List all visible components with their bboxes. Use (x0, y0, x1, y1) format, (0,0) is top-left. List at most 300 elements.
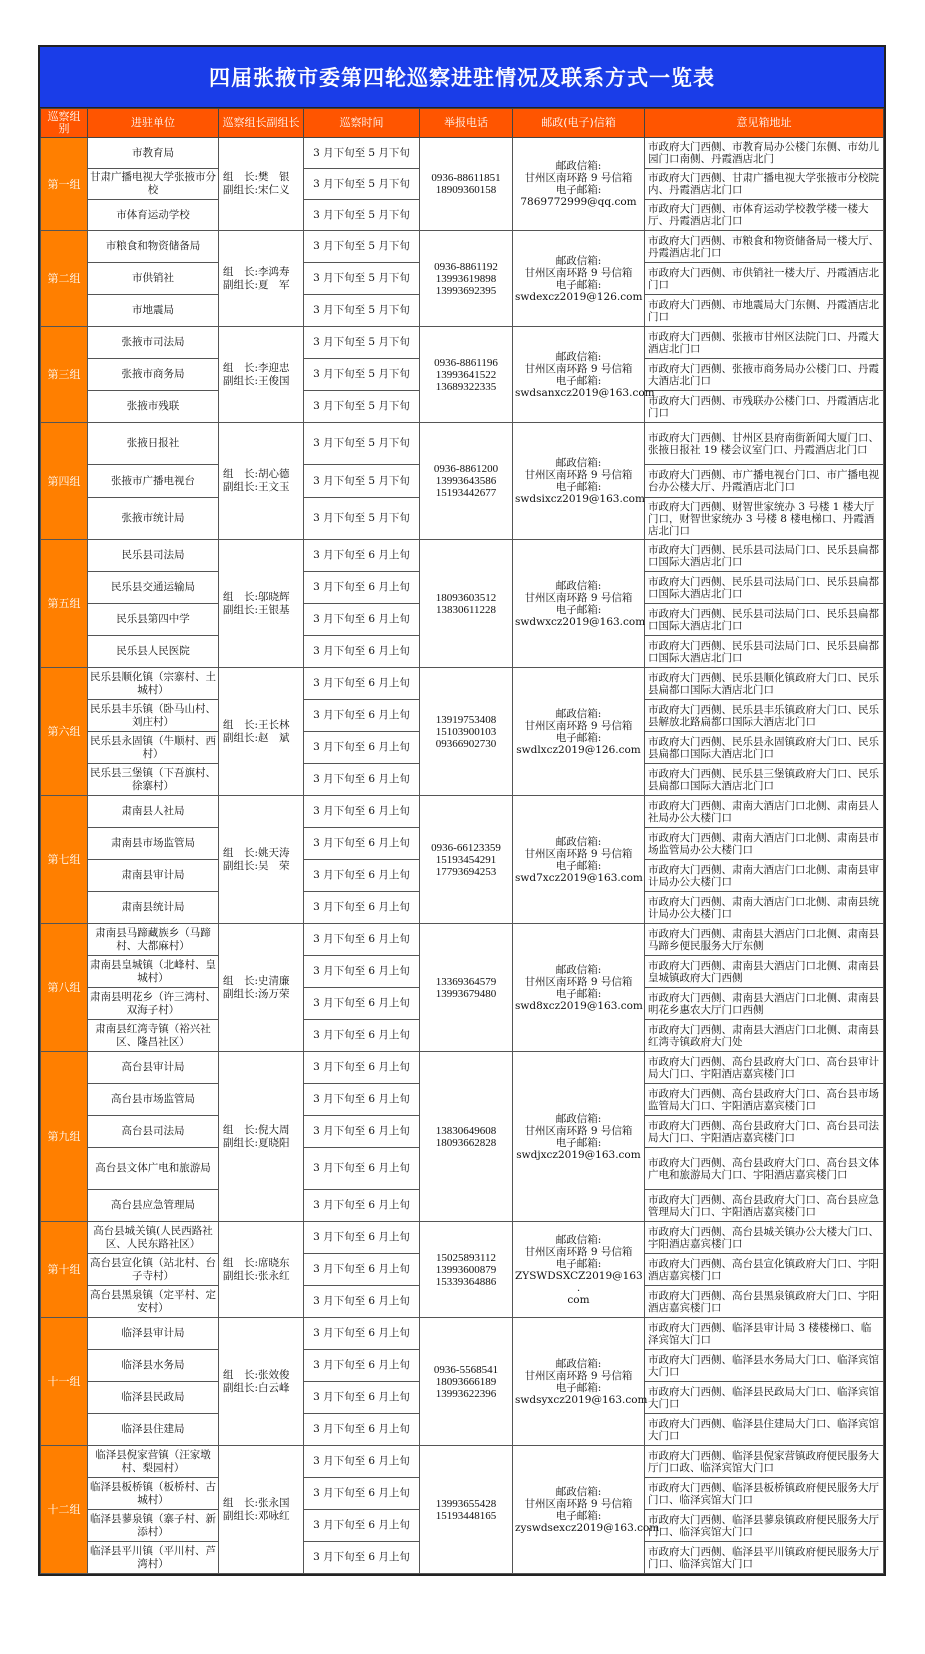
mailbox-info (513, 796, 645, 924)
group-name: 第九组 (41, 1052, 88, 1222)
page-title: 四届张掖市委第四轮巡察进驻情况及联系方式一览表 (40, 47, 884, 108)
inspection-period: 3 月下旬至 6 月上旬 (304, 1286, 420, 1318)
group-leaders (219, 1052, 304, 1222)
inspection-period: 3 月下旬至 6 月上旬 (304, 1190, 420, 1222)
suggestion-box-address: 市政府大门西侧、张掖市商务局办公楼门口、丹霞大酒店北门口 (645, 359, 884, 391)
inspection-period: 3 月下旬至 6 月上旬 (304, 828, 420, 860)
suggestion-box-address: 市政府大门西侧、市残联办公楼门口、丹霞酒店北门口 (645, 391, 884, 423)
group-name: 第十组 (41, 1222, 88, 1318)
suggestion-box-address: 市政府大门西侧、高台县政府大门口、高台县文体广电和旅游局大门口、宇阳酒店嘉宾楼门口 (645, 1148, 884, 1190)
group-leaders (219, 540, 304, 668)
leader-name: 组 长:姚天涛 (223, 846, 290, 859)
email-address[interactable]: zyswdsexcz2019@163.com (515, 1521, 660, 1534)
inspection-period: 3 月下旬至 5 月下旬 (304, 327, 420, 359)
unit-name: 临泽县蓼泉镇（寨子村、新添村） (88, 1510, 219, 1542)
header-phone: 举报电话 (420, 109, 513, 138)
phone-number[interactable]: 18909360158 (435, 184, 497, 196)
mailbox-info (513, 1446, 660, 1574)
header-leader: 巡察组长副组长 (219, 109, 304, 138)
unit-name: 民乐县人民医院 (88, 636, 219, 668)
mailbox-label: 邮政信箱: (555, 1485, 602, 1498)
mailbox-label: 甘州区南环路 9 号信箱 (524, 362, 633, 375)
deputy-leader-name: 副组长:夏晓阳 (223, 1136, 290, 1149)
unit-name: 市地震局 (88, 295, 219, 327)
deputy-leader-name: 副组长:赵 斌 (223, 731, 290, 744)
unit-name: 民乐县丰乐镇（卧马山村、刘庄村） (88, 700, 219, 732)
mailbox-label: 邮政信箱: (555, 835, 602, 848)
header-address: 意见箱地址 (645, 109, 884, 138)
unit-name: 肃南县皇城镇（北峰村、皇城村） (88, 956, 219, 988)
table-row (41, 924, 884, 956)
header-unit: 进驻单位 (88, 109, 219, 138)
inspection-period: 3 月下旬至 6 月上旬 (304, 860, 420, 892)
phone-number[interactable]: 15103900103 (435, 725, 497, 738)
phone-number[interactable]: 15193442677 (435, 487, 497, 499)
email-address[interactable]: swdsixcz2019@163.com (515, 493, 645, 505)
group-leaders (219, 668, 304, 796)
table-header-row (41, 109, 884, 138)
suggestion-box-address: 市政府大门西侧、临泽县蓼泉镇政府便民服务大厅门口、临泽宾馆大门口 (645, 1510, 884, 1542)
group-leaders (219, 1222, 304, 1318)
unit-name: 张掖市商务局 (88, 359, 219, 391)
suggestion-box-address: 市政府大门西侧、临泽县板桥镇政府便民服务大厅门口、临泽宾馆大门口 (645, 1478, 884, 1510)
unit-name: 市教育局 (88, 138, 219, 169)
leader-name: 组 长:胡心德 (223, 468, 290, 480)
mailbox-label: 甘州区南环路 9 号信箱 (524, 1497, 633, 1510)
mailbox-label: 电子邮箱: (555, 1509, 602, 1522)
email-address[interactable]: swd8xcz2019@163.com (515, 999, 643, 1012)
mailbox-label: 电子邮箱: (555, 1257, 602, 1270)
deputy-leader-name: 副组长:夏 军 (223, 278, 290, 291)
inspection-period: 3 月下旬至 6 月上旬 (304, 636, 420, 668)
phone-number[interactable]: 13993600879 (435, 1263, 497, 1276)
inspection-period: 3 月下旬至 6 月上旬 (304, 1020, 420, 1052)
suggestion-box-address: 市政府大门西侧、临泽县水务局大门口、临泽宾馆大门口 (645, 1350, 884, 1382)
phone-number[interactable]: 0936-88611851 (431, 172, 501, 184)
suggestion-box-address: 市政府大门西侧、市教育局办公楼门东侧、市幼儿园门口南侧、丹霞酒店北门 (645, 138, 884, 169)
email-address[interactable]: ZYSWDSXCZ2019@163 . (515, 1269, 643, 1294)
mailbox-label: 甘州区南环路 9 号信箱 (524, 719, 633, 732)
suggestion-box-address: 市政府大门西侧、肃南县大酒店门口北侧、肃南县马蹄乡便民服务大厅东侧 (645, 924, 884, 956)
table-row (41, 668, 884, 700)
report-phones (420, 924, 513, 1052)
mailbox-info (513, 231, 645, 327)
group-name: 第七组 (41, 796, 88, 924)
suggestion-box-address: 市政府大门西侧、高台县城关镇办公大楼大门口、宇阳酒店嘉宾楼门口 (645, 1222, 884, 1254)
mailbox-label: 邮政信箱: (555, 1233, 602, 1246)
unit-name: 高台县文体广电和旅游局 (88, 1148, 219, 1190)
table-row (41, 1052, 884, 1084)
phone-number[interactable]: 15339364886 (435, 1275, 497, 1288)
unit-name: 市粮食和物资储备局 (88, 231, 219, 263)
unit-name: 临泽县板桥镇（板桥村、古城村） (88, 1478, 219, 1510)
table-body (41, 138, 884, 1574)
unit-name: 高台县宣化镇（站北村、台子寺村） (88, 1254, 219, 1286)
suggestion-box-address: 市政府大门西侧、民乐县司法局门口、民乐县扁都口国际大酒店北门口 (645, 604, 884, 636)
unit-name: 肃南县统计局 (88, 892, 219, 924)
table-row (41, 327, 884, 359)
phone-number[interactable]: 0936-8861200 (433, 463, 499, 475)
mailbox-label: 电子邮箱: (555, 184, 602, 196)
unit-name: 民乐县交通运输局 (88, 572, 219, 604)
mailbox-label: 甘州区南环路 9 号信箱 (524, 847, 633, 860)
suggestion-box-address: 市政府大门西侧、肃南大酒店门口北侧、肃南县统计局办公大楼门口 (645, 892, 884, 924)
group-name: 第六组 (41, 668, 88, 796)
suggestion-box-address: 市政府大门西侧、市体育运动学校教学楼一楼大厅、丹霞酒店北门口 (645, 200, 884, 231)
suggestion-box-address: 市政府大门西侧、甘肃广播电视大学张掖市分校院内、丹霞酒店北门口 (645, 169, 884, 200)
inspection-period: 3 月下旬至 6 月上旬 (304, 1318, 420, 1350)
inspection-period: 3 月下旬至 5 月下旬 (304, 263, 420, 295)
inspection-period: 3 月下旬至 5 月下旬 (304, 359, 420, 391)
phone-number[interactable]: 13993655428 (435, 1497, 497, 1510)
inspection-period: 3 月下旬至 5 月下旬 (304, 200, 420, 231)
phone-number[interactable]: 13369364579 (435, 975, 497, 988)
inspection-period: 3 月下旬至 6 月上旬 (304, 1254, 420, 1286)
unit-name: 临泽县审计局 (88, 1318, 219, 1350)
group-leaders (219, 423, 304, 540)
suggestion-box-address: 市政府大门西侧、临泽县民政局大门口、临泽宾馆大门口 (645, 1382, 884, 1414)
group-name: 第一组 (41, 138, 88, 231)
inspection-period: 3 月下旬至 6 月上旬 (304, 764, 420, 796)
leader-name: 组 长:李迎忠 (223, 361, 290, 374)
inspection-period: 3 月下旬至 6 月上旬 (304, 796, 420, 828)
unit-name: 市供销社 (88, 263, 219, 295)
unit-name: 临泽县住建局 (88, 1414, 219, 1446)
mailbox-label: 甘州区南环路 9 号信箱 (524, 591, 633, 604)
suggestion-box-address: 市政府大门西侧、市粮食和物资储备局一楼大厅、丹霞酒店北门口 (645, 231, 884, 263)
unit-name: 临泽县水务局 (88, 1350, 219, 1382)
suggestion-box-address: 市政府大门西侧、市广播电视台门口、市广播电视台办公楼大厅、丹霞酒店北门口 (645, 465, 884, 498)
suggestion-box-address: 市政府大门西侧、临泽县平川镇政府便民服务大厅门口、临泽宾馆大门口 (645, 1542, 884, 1574)
phone-number[interactable]: 13689322335 (435, 380, 497, 393)
group-name: 十二组 (41, 1446, 88, 1574)
phone-number[interactable]: 13993641522 (435, 368, 497, 381)
suggestion-box-address: 市政府大门西侧、高台县政府大门口、高台县市场监管局大门口、宇阳酒店嘉宾楼门口 (645, 1084, 884, 1116)
group-name: 第八组 (41, 924, 88, 1052)
mailbox-label: 电子邮箱: (555, 481, 602, 493)
mailbox-label: 甘州区南环路 9 号信箱 (524, 1245, 633, 1258)
suggestion-box-address: 市政府大门西侧、高台县政府大门口、高台县审计局大门口、宇阳酒店嘉宾楼门口 (645, 1052, 884, 1084)
mailbox-label: 邮政信箱: (555, 160, 602, 172)
email-address[interactable]: swdsanxcz2019@163.com (515, 386, 655, 399)
inspection-period: 3 月下旬至 5 月下旬 (304, 498, 420, 540)
report-phones (420, 1052, 513, 1222)
unit-name: 民乐县顺化镇（宗寨村、土城村） (88, 668, 219, 700)
mailbox-label: 电子邮箱: (555, 731, 602, 744)
mailbox-label: 邮政信箱: (555, 254, 602, 267)
leader-name: 组 长:王长林 (223, 718, 290, 731)
phone-number[interactable]: 13993622396 (435, 1387, 497, 1400)
leader-name: 组 长:倪大周 (223, 1123, 290, 1136)
group-name: 第二组 (41, 231, 88, 327)
phone-number[interactable]: 13993692395 (435, 284, 497, 297)
deputy-leader-name: 副组长:宋仁义 (223, 184, 290, 196)
unit-name: 高台县应急管理局 (88, 1190, 219, 1222)
inspection-period: 3 月下旬至 6 月上旬 (304, 1478, 420, 1510)
phone-number[interactable]: 13993643586 (435, 475, 497, 487)
unit-name: 临泽县倪家营镇（汪家墩村、梨园村） (88, 1446, 219, 1478)
mailbox-info (513, 1052, 645, 1222)
leader-name: 组 长:张效俊 (223, 1368, 290, 1381)
group-leaders (219, 1446, 304, 1574)
group-leaders (219, 924, 304, 1052)
mailbox-label: 电子邮箱: (555, 278, 602, 291)
inspection-period: 3 月下旬至 6 月上旬 (304, 1116, 420, 1148)
unit-name: 张掖市司法局 (88, 327, 219, 359)
mailbox-info (513, 138, 645, 231)
inspection-period: 3 月下旬至 6 月上旬 (304, 604, 420, 636)
email-address[interactable]: swdjxcz2019@163.com (516, 1148, 641, 1161)
header-group: 巡察组别 (41, 109, 88, 138)
unit-name: 肃南县市场监管局 (88, 828, 219, 860)
group-name: 第四组 (41, 423, 88, 540)
deputy-leader-name: 副组长:王俊国 (223, 374, 290, 387)
email-address[interactable]: swdsyxcz2019@163.com (515, 1393, 648, 1406)
phone-number[interactable]: 0936-8861196 (434, 356, 498, 369)
unit-name: 临泽县民政局 (88, 1382, 219, 1414)
unit-name: 肃南县红湾寺镇（裕兴社区、隆昌社区） (88, 1020, 219, 1052)
deputy-leader-name: 副组长:张永红 (223, 1269, 290, 1282)
phone-number[interactable]: 18093662828 (435, 1136, 497, 1149)
table-row (41, 231, 884, 263)
email-address[interactable]: com (567, 1293, 590, 1306)
unit-name: 张掖市残联 (88, 391, 219, 423)
suggestion-box-address: 市政府大门西侧、肃南县大酒店门口北侧、肃南县皇城镇政府大门西侧 (645, 956, 884, 988)
report-phones (420, 231, 513, 327)
suggestion-box-address: 市政府大门西侧、民乐县司法局门口、民乐县扁都口国际大酒店北门口 (645, 540, 884, 572)
phone-number[interactable]: 13830611228 (435, 603, 497, 616)
phone-number[interactable]: 13919753408 (435, 713, 497, 726)
mailbox-label: 电子邮箱: (555, 374, 602, 387)
phone-number[interactable]: 0936-5568541 (433, 1363, 499, 1376)
suggestion-box-address: 市政府大门西侧、民乐县司法局门口、民乐县扁都口国际大酒店北门口 (645, 572, 884, 604)
inspection-period: 3 月下旬至 6 月上旬 (304, 1414, 420, 1446)
unit-name: 甘肃广播电视大学张掖市分校 (88, 169, 219, 200)
leader-name: 组 长:邬晓辉 (223, 590, 290, 603)
inspection-period: 3 月下旬至 6 月上旬 (304, 700, 420, 732)
unit-name: 民乐县第四中学 (88, 604, 219, 636)
inspection-period: 3 月下旬至 6 月上旬 (304, 1510, 420, 1542)
unit-name: 高台县黑泉镇（定平村、定安村） (88, 1286, 219, 1318)
suggestion-box-address: 市政府大门西侧、临泽县审计局 3 楼楼梯口、临泽宾馆大门口 (645, 1318, 884, 1350)
suggestion-box-address: 市政府大门西侧、甘州区县府南街新闻大厦门口、张掖日报社 19 楼会议室门口、丹霞酒店北门口 (645, 423, 884, 465)
suggestion-box-address: 市政府大门西侧、高台县政府大门口、高台县应急管理局大门口、宇阳酒店嘉宾楼门口 (645, 1190, 884, 1222)
table-row (41, 796, 884, 828)
deputy-leader-name: 副组长:汤万荣 (223, 987, 290, 1000)
deputy-leader-name: 副组长:吴 荣 (223, 859, 290, 872)
group-leaders (219, 231, 304, 327)
suggestion-box-address: 市政府大门西侧、民乐县司法局门口、民乐县扁都口国际大酒店北门口 (645, 636, 884, 668)
unit-name: 肃南县人社局 (88, 796, 219, 828)
inspection-period: 3 月下旬至 5 月下旬 (304, 231, 420, 263)
table-row (41, 1222, 884, 1254)
suggestion-box-address: 市政府大门西侧、肃南大酒店门口北侧、肃南县审计局办公大楼门口 (645, 860, 884, 892)
suggestion-box-address: 市政府大门西侧、高台县黑泉镇政府大门口、宇阳酒店嘉宾楼门口 (645, 1286, 884, 1318)
inspection-table-sheet (38, 45, 886, 1576)
suggestion-box-address: 市政府大门西侧、民乐县三堡镇政府大门口、民乐县扁都口国际大酒店北门口 (645, 764, 884, 796)
mailbox-label: 邮政信箱: (555, 707, 602, 720)
suggestion-box-address: 市政府大门西侧、民乐县丰乐镇政府大门口、民乐县解放北路扁都口国际大酒店北门口 (645, 700, 884, 732)
inspection-period: 3 月下旬至 6 月上旬 (304, 1084, 420, 1116)
inspection-period: 3 月下旬至 6 月上旬 (304, 1382, 420, 1414)
phone-number[interactable]: 13993679480 (435, 987, 497, 1000)
suggestion-box-address: 市政府大门西侧、临泽县住建局大门口、临泽宾馆大门口 (645, 1414, 884, 1446)
report-phones (420, 796, 513, 924)
suggestion-box-address: 市政府大门西侧、高台县宣化镇政府大门口、宇阳酒店嘉宾楼门口 (645, 1254, 884, 1286)
mailbox-label: 电子邮箱: (555, 987, 602, 1000)
inspection-period: 3 月下旬至 6 月上旬 (304, 1446, 420, 1478)
unit-name: 民乐县永固镇（牛顺村、西村） (88, 732, 219, 764)
inspection-period: 3 月下旬至 6 月上旬 (304, 1222, 420, 1254)
header-mailbox: 邮政(电子)信箱 (513, 109, 645, 138)
inspection-period: 3 月下旬至 6 月上旬 (304, 956, 420, 988)
phone-number[interactable]: 18093603512 (435, 591, 497, 604)
group-leaders (219, 138, 304, 231)
email-address[interactable]: swdwxcz2019@163.com (515, 615, 646, 628)
suggestion-box-address: 市政府大门西侧、肃南大酒店门口北侧、肃南县市场监管局办公大楼门口 (645, 828, 884, 860)
inspection-period: 3 月下旬至 6 月上旬 (304, 540, 420, 572)
suggestion-box-address: 市政府大门西侧、财智世家统办 3 号楼 1 楼大厅门口，财智世家统办 3 号楼 8 楼电梯口、丹霞酒店北门口 (645, 498, 884, 540)
inspection-period: 3 月下旬至 6 月上旬 (304, 924, 420, 956)
suggestion-box-address: 市政府大门西侧、市供销社一楼大厅、丹霞酒店北门口 (645, 263, 884, 295)
unit-name: 临泽县平川镇（平川村、芦湾村） (88, 1542, 219, 1574)
phone-number[interactable]: 13830649608 (435, 1124, 497, 1137)
suggestion-box-address: 市政府大门西侧、临泽县倪家营镇政府便民服务大厅门口政、临泽宾馆大门口 (645, 1446, 884, 1478)
suggestion-box-address: 市政府大门西侧、高台县政府大门口、高台县司法局大门口、宇阳酒店嘉宾楼门口 (645, 1116, 884, 1148)
phone-number[interactable]: 18093666189 (435, 1375, 497, 1388)
email-address[interactable]: swd7xcz2019@163.com (515, 871, 643, 884)
group-name: 第三组 (41, 327, 88, 423)
email-address[interactable]: 7869772999@qq.com (520, 196, 637, 208)
unit-name: 民乐县司法局 (88, 540, 219, 572)
leader-name: 组 长:张永国 (223, 1496, 290, 1509)
mailbox-label: 电子邮箱: (555, 603, 602, 616)
deputy-leader-name: 副组长:王银基 (223, 603, 290, 616)
mailbox-label: 邮政信箱: (555, 457, 602, 469)
mailbox-label: 甘州区南环路 9 号信箱 (524, 975, 633, 988)
suggestion-box-address: 市政府大门西侧、肃南县大酒店门口北侧、肃南县红湾寺镇政府大门处 (645, 1020, 884, 1052)
mailbox-label: 甘州区南环路 9 号信箱 (524, 469, 633, 481)
suggestion-box-address: 市政府大门西侧、张掖市甘州区法院门口、丹霞大酒店北门口 (645, 327, 884, 359)
phone-number[interactable]: 15025893112 (435, 1251, 497, 1264)
leader-name: 组 长:樊 银 (223, 171, 290, 183)
mailbox-label: 邮政信箱: (555, 1357, 602, 1370)
group-name: 十一组 (41, 1318, 88, 1446)
mailbox-label: 电子邮箱: (555, 1136, 602, 1149)
inspection-period: 3 月下旬至 5 月下旬 (304, 423, 420, 465)
suggestion-box-address: 市政府大门西侧、民乐县顺化镇政府大门口、民乐县扁都口国际大酒店北门口 (645, 668, 884, 700)
inspection-period: 3 月下旬至 6 月上旬 (304, 668, 420, 700)
inspection-period: 3 月下旬至 5 月下旬 (304, 138, 420, 169)
inspection-table (40, 108, 884, 1574)
inspection-period: 3 月下旬至 5 月下旬 (304, 391, 420, 423)
phone-number[interactable]: 13993619898 (435, 272, 497, 285)
phone-number[interactable]: 09366902730 (435, 737, 497, 750)
deputy-leader-name: 副组长:邓咏红 (223, 1509, 290, 1522)
inspection-period: 3 月下旬至 6 月上旬 (304, 1148, 420, 1190)
unit-name: 张掖日报社 (88, 423, 219, 465)
mailbox-label: 邮政信箱: (555, 579, 602, 592)
unit-name: 张掖市广播电视台 (88, 465, 219, 498)
report-phones (420, 1318, 513, 1446)
mailbox-info (513, 924, 645, 1052)
unit-name: 民乐县三堡镇（下吾旗村、徐寨村） (88, 764, 219, 796)
inspection-period: 3 月下旬至 6 月上旬 (304, 1350, 420, 1382)
unit-name: 肃南县马蹄藏族乡（马蹄村、大都麻村） (88, 924, 219, 956)
report-phones (420, 540, 513, 668)
mailbox-label: 电子邮箱: (555, 859, 602, 872)
mailbox-info (513, 668, 645, 796)
mailbox-label: 电子邮箱: (555, 1381, 602, 1394)
phone-number[interactable]: 15193454291 (435, 853, 497, 866)
group-leaders (219, 1318, 304, 1446)
suggestion-box-address: 市政府大门西侧、市地震局大门东侧、丹霞酒店北门口 (645, 295, 884, 327)
leader-name: 组 长:史清廉 (223, 974, 290, 987)
inspection-period: 3 月下旬至 5 月下旬 (304, 295, 420, 327)
suggestion-box-address: 市政府大门西侧、肃南县大酒店门口北侧、肃南县明花乡惠农大厅门口西侧 (645, 988, 884, 1020)
deputy-leader-name: 副组长:白云峰 (223, 1381, 290, 1394)
inspection-period: 3 月下旬至 5 月下旬 (304, 169, 420, 200)
phone-number[interactable]: 17793694253 (435, 865, 497, 878)
mailbox-label: 邮政信箱: (555, 350, 602, 363)
group-name: 第五组 (41, 540, 88, 668)
mailbox-label: 邮政信箱: (555, 1112, 602, 1125)
unit-name: 市体育运动学校 (88, 200, 219, 231)
mailbox-label: 邮政信箱: (555, 963, 602, 976)
report-phones (420, 1222, 513, 1318)
suggestion-box-address: 市政府大门西侧、肃南大酒店门口北侧、肃南县人社局办公大楼门口 (645, 796, 884, 828)
phone-number[interactable]: 0936-8861192 (434, 260, 498, 273)
suggestion-box-address: 市政府大门西侧、民乐县永固镇政府大门口、民乐县扁都口国际大酒店北门口 (645, 732, 884, 764)
phone-number[interactable]: 0936-66123359 (431, 841, 501, 854)
report-phones (420, 1446, 513, 1574)
report-phones (420, 327, 513, 423)
unit-name: 高台县城关镇(人民西路社区、人民东路社区） (88, 1222, 219, 1254)
table-row (41, 138, 884, 169)
mailbox-info (513, 1318, 648, 1446)
unit-name: 张掖市统计局 (88, 498, 219, 540)
unit-name: 肃南县明花乡（许三湾村、双海子村） (88, 988, 219, 1020)
leader-name: 组 长:席晓东 (223, 1256, 290, 1269)
mailbox-info (513, 327, 655, 423)
mailbox-label: 甘州区南环路 9 号信箱 (524, 1124, 633, 1137)
inspection-period: 3 月下旬至 6 月上旬 (304, 572, 420, 604)
report-phones (420, 423, 513, 540)
group-leaders (219, 327, 304, 423)
table-row (41, 1318, 884, 1350)
mailbox-info (513, 423, 645, 540)
unit-name: 高台县审计局 (88, 1052, 219, 1084)
inspection-period: 3 月下旬至 6 月上旬 (304, 1542, 420, 1574)
mailbox-label: 甘州区南环路 9 号信箱 (524, 172, 633, 184)
unit-name: 高台县司法局 (88, 1116, 219, 1148)
table-row (41, 540, 884, 572)
email-address[interactable]: swdlxcz2019@126.com (516, 743, 641, 756)
phone-number[interactable]: 15193448165 (435, 1509, 497, 1522)
inspection-period: 3 月下旬至 6 月上旬 (304, 988, 420, 1020)
mailbox-label: 甘州区南环路 9 号信箱 (524, 1369, 633, 1382)
group-leaders (219, 796, 304, 924)
inspection-period: 3 月下旬至 5 月下旬 (304, 465, 420, 498)
report-phones (420, 138, 513, 231)
leader-name: 组 长:李鸿寿 (223, 265, 290, 278)
mailbox-info (513, 540, 645, 668)
unit-name: 高台县市场监管局 (88, 1084, 219, 1116)
inspection-period: 3 月下旬至 6 月上旬 (304, 732, 420, 764)
table-row (41, 423, 884, 465)
inspection-period: 3 月下旬至 6 月上旬 (304, 892, 420, 924)
email-address[interactable]: swdexcz2019@126.com (515, 290, 643, 303)
